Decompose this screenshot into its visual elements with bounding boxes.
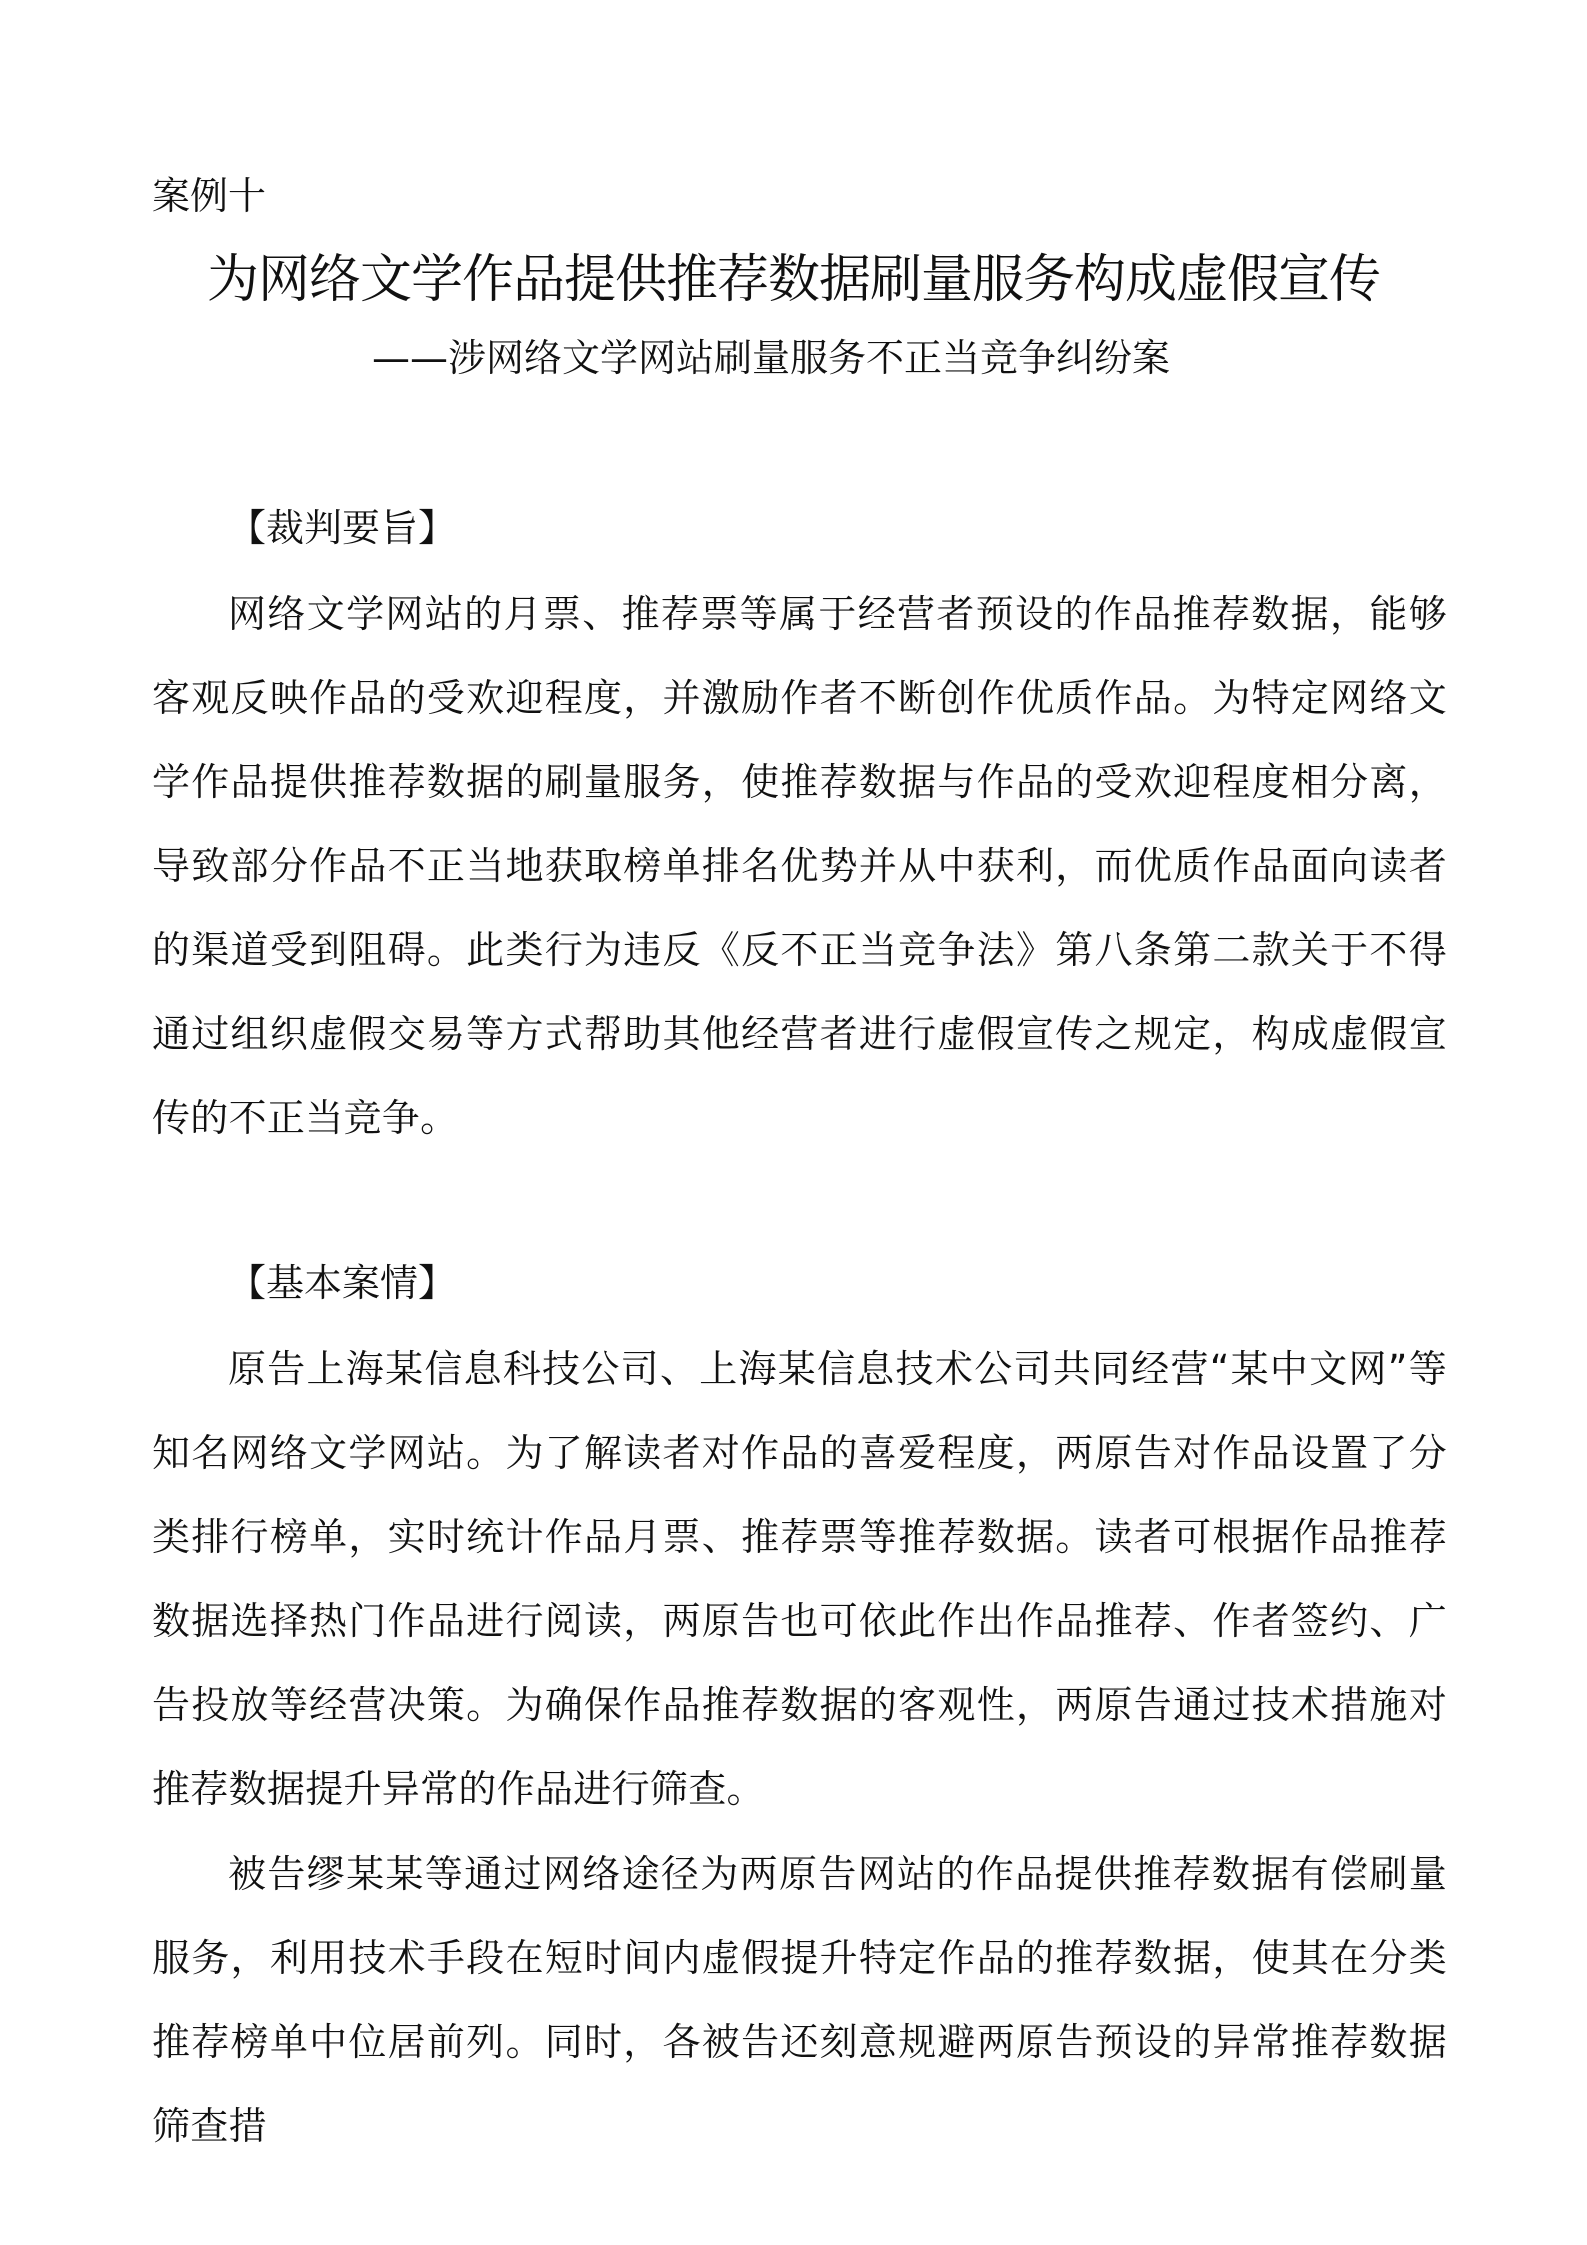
facts-paragraph-1: 原告上海某信息科技公司、上海某信息技术公司共同经营“某中文网”等知名网络文学网站。为了解读者对作品的喜爱程度，两原告对作品设置了分类排行榜单，实时统计作品月票、推荐票等推荐数据。读者可根据作品推荐数据选择热门作品进行阅读，两原告也可依此作出作品推荐、作者签约、广告投放等经营决策。为确保作品推荐数据的客观性，两原告通过技术措施对推荐数据提升异常的作品进行筛查。 (152, 1347, 1447, 1811)
facts-heading: 【基本案情】 (228, 1261, 457, 1305)
case-label: 案例十 (152, 174, 267, 218)
document-subtitle: ——涉网络文学网站刷量服务不正当竞争纠纷案 (372, 336, 1171, 380)
ruling-paragraph: 网络文学网站的月票、推荐票等属于经营者预设的作品推荐数据，能够客观反映作品的受欢迎程度，并激励作者不断创作优质作品。为特定网络文学作品提供推荐数据的刷量服务，使推荐数据与作品的受欢迎程度相分离，导致部分作品不正当地获取榜单排名优势并从中获利，而优质作品面向读者的渠道受到阻碍。此类行为违反《反不正当竞争法》第八条第二款关于不得通过组织虚假交易等方式帮助其他经营者进行虚假宣传之规定，构成虚假宣传的不正当竞争。 (152, 592, 1447, 1140)
facts-paragraph-2: 被告缪某某等通过网络途径为两原告网站的作品提供推荐数据有偿刷量服务，利用技术手段在短时间内虚假提升特定作品的推荐数据，使其在分类推荐榜单中位居前列。同时，各被告还刻意规避两原告预设的异常推荐数据筛查措 (152, 1852, 1447, 2148)
document-title: 为网络文学作品提供推荐数据刷量服务构成虚假宣传 (206, 250, 1380, 310)
ruling-heading: 【裁判要旨】 (228, 506, 457, 550)
